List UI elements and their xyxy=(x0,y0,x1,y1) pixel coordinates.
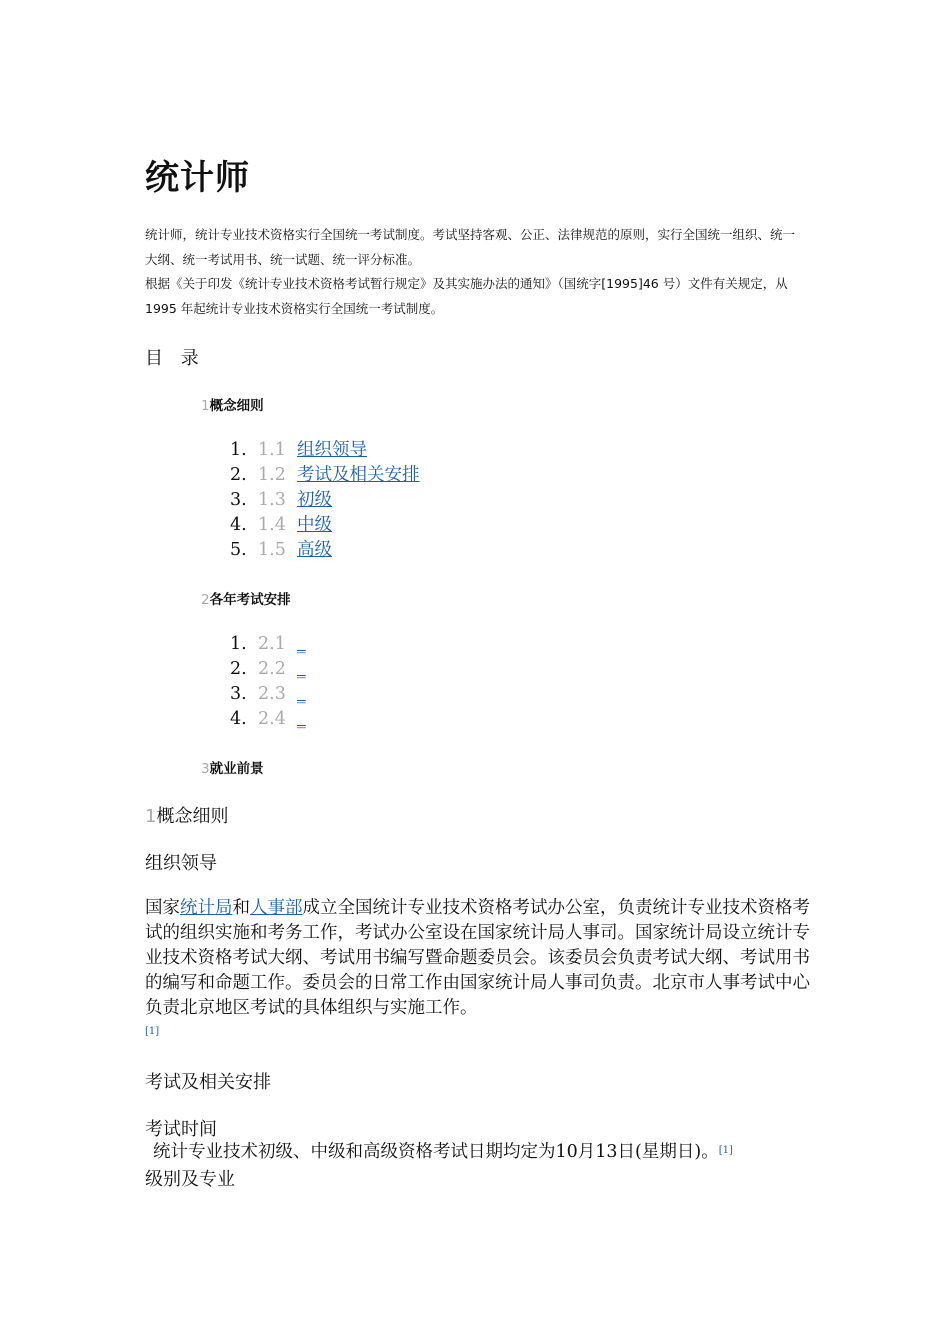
paragraph-text: 统计专业技术初级、中级和高级资格考试日期均定为10月13日(星期日)。 xyxy=(153,1142,719,1162)
toc-link-empty[interactable]: _ xyxy=(297,659,306,679)
toc-section-number: 1 xyxy=(201,398,210,414)
toc-link-empty[interactable]: _ xyxy=(297,634,306,654)
intro-paragraph-2: 根据《关于印发《统计专业技术资格考试暂行规定》及其实施办法的通知》（国统字[1995]46 号）文件有关规定，从 1995 年起统计专业技术资格实行全国统一考试制度。 xyxy=(145,276,788,316)
subheading-exam-arrangements: 考试及相关安排 xyxy=(145,1072,271,1093)
subsection-number: 1.2 xyxy=(258,465,286,485)
subsection-number: 1.1 xyxy=(258,440,286,460)
section-title: 概念细则 xyxy=(156,806,229,827)
section-heading-1 xyxy=(145,802,228,828)
list-ordinal: 1. xyxy=(230,634,247,654)
toc-item[interactable] xyxy=(230,682,306,707)
citation-ref[interactable]: [1] xyxy=(718,1145,733,1156)
subheading-exam-time: 考试时间 xyxy=(145,1119,217,1140)
toc-section-label: 各年考试安排 xyxy=(209,592,291,608)
toc-heading: 目 录 xyxy=(145,348,205,369)
subsection-number: 2.2 xyxy=(258,659,286,679)
toc-link-junior[interactable]: 初级 xyxy=(297,490,332,510)
subsection-number: 2.4 xyxy=(258,709,286,729)
list-ordinal: 1. xyxy=(230,440,247,460)
subsection-number: 1.4 xyxy=(258,515,286,535)
toc-item[interactable] xyxy=(230,707,306,732)
paragraph-text: 和 xyxy=(232,898,250,918)
list-ordinal: 2. xyxy=(230,465,247,485)
toc-section-label: 就业前景 xyxy=(209,761,264,777)
list-ordinal: 4. xyxy=(230,515,247,535)
document-title: 统计师 xyxy=(145,158,250,198)
toc-item[interactable] xyxy=(230,632,306,657)
toc-section-number: 2 xyxy=(201,592,210,608)
subsection-number: 1.5 xyxy=(258,540,286,560)
subsection-number: 2.3 xyxy=(258,684,286,704)
subheading-organization: 组织领导 xyxy=(145,853,217,874)
toc-link-intermediate[interactable]: 中级 xyxy=(297,515,332,535)
toc-section-1[interactable] xyxy=(201,394,264,414)
subheading-levels: 级别及专业 xyxy=(145,1169,235,1190)
toc-link-empty[interactable]: _ xyxy=(297,684,306,704)
link-ministry-of-personnel[interactable]: 人事部 xyxy=(250,898,303,918)
exam-time-text xyxy=(153,1140,733,1165)
section-number: 1 xyxy=(145,806,157,827)
organization-paragraph xyxy=(145,896,810,1046)
toc-item[interactable] xyxy=(230,657,306,682)
link-statistics-bureau[interactable]: 统计局 xyxy=(180,898,233,918)
toc-item[interactable] xyxy=(230,463,420,488)
list-ordinal: 2. xyxy=(230,659,247,679)
toc-item[interactable] xyxy=(230,538,332,563)
intro-paragraph-1: 统计师，统计专业技术资格实行全国统一考试制度。考试坚持客观、公正、法律规范的原则，实行全国统一组织、统一大纲、统一考试用书、统一试题、统一评分标准。 xyxy=(145,227,796,267)
list-ordinal: 3. xyxy=(230,684,247,704)
list-ordinal: 3. xyxy=(230,490,247,510)
subsection-number: 1.3 xyxy=(258,490,286,510)
list-ordinal: 5. xyxy=(230,540,247,560)
list-ordinal: 4. xyxy=(230,709,247,729)
toc-section-number: 3 xyxy=(201,761,210,777)
paragraph-text: 成立全国统计专业技术资格考试办公室，负责统计专业技术资格考试的组织实施和考务工作，考试办公室设在国家统计局人事司。国家统计局设立统计专业技术资格考试大纲、考试用书编写暨命题委员会。该委员会负责考试大纲、考试用书的编写和命题工作。委员会的日常工作由国家统计局人事司负责。北京市人事考试中心负责北京地区考试的具体组织与实施工作。 xyxy=(145,898,810,1018)
toc-link-exam-arrangements[interactable]: 考试及相关安排 xyxy=(297,465,420,485)
toc-link-empty[interactable]: _ xyxy=(297,709,306,729)
toc-item[interactable] xyxy=(230,488,332,513)
toc-section-label: 概念细则 xyxy=(209,398,264,414)
subsection-number: 2.1 xyxy=(258,634,286,654)
citation-ref[interactable]: [1] xyxy=(145,1026,160,1037)
toc-item[interactable] xyxy=(230,438,367,463)
toc-item[interactable] xyxy=(230,513,332,538)
toc-link-organization[interactable]: 组织领导 xyxy=(297,440,367,460)
paragraph-text: 国家 xyxy=(145,898,180,918)
toc-link-senior[interactable]: 高级 xyxy=(297,540,332,560)
toc-section-2[interactable] xyxy=(201,588,291,608)
toc-section-3[interactable] xyxy=(201,757,264,777)
